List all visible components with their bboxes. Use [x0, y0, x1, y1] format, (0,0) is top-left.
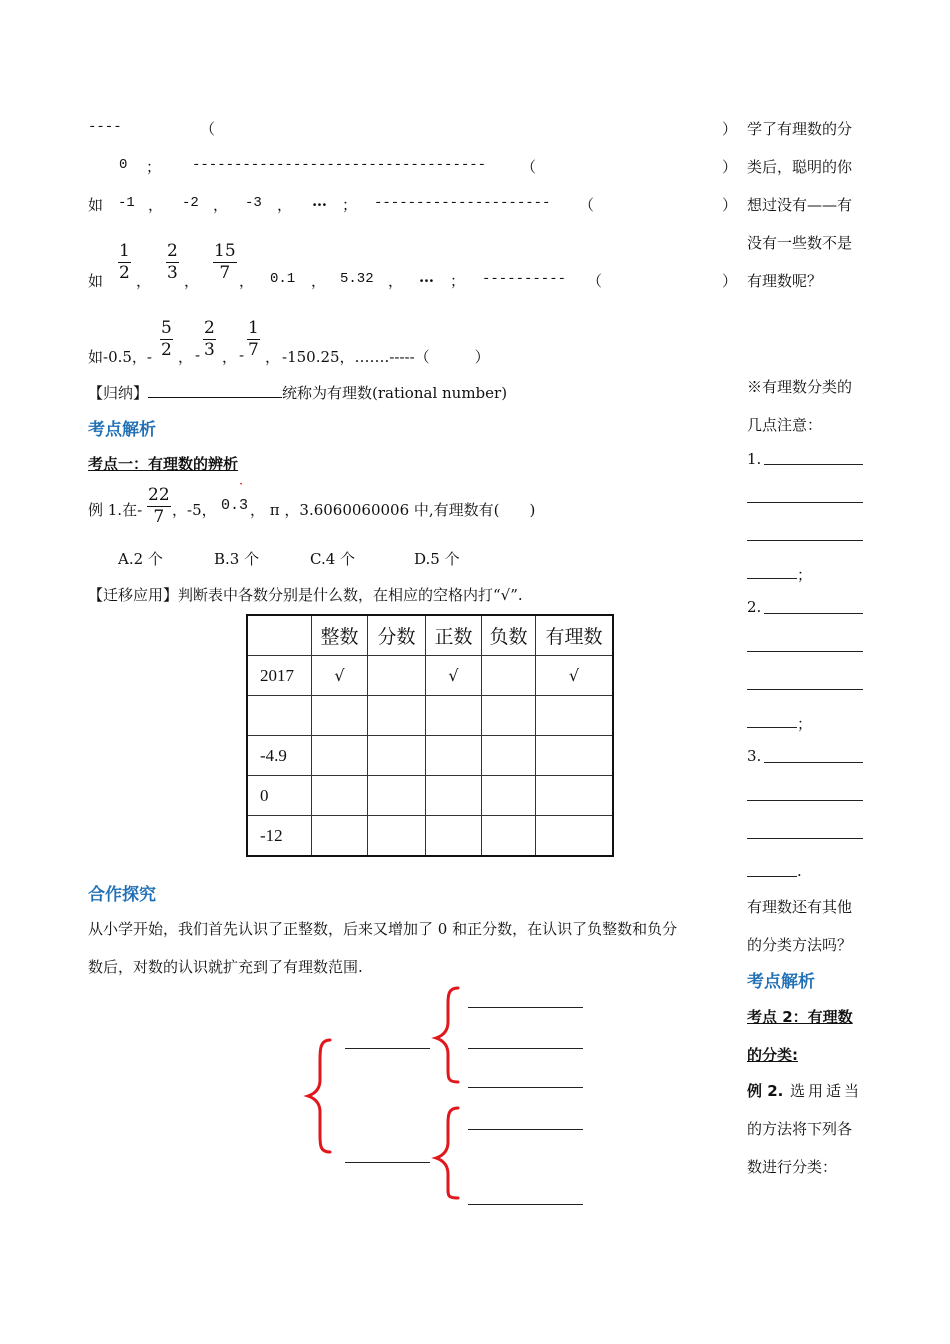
table-cell[interactable]: √: [536, 656, 614, 696]
table-cell[interactable]: [536, 776, 614, 816]
example2-text: 选用适当: [790, 1082, 863, 1100]
row-label: -12: [247, 816, 312, 857]
item-neg3: -3: [245, 195, 262, 211]
table-row: [247, 696, 613, 736]
row-label: 2017: [247, 656, 312, 696]
zero-value: 0: [119, 157, 128, 173]
note-blank: [747, 540, 863, 541]
sidebar-point-title: 考点 2：有理数: [747, 1008, 853, 1026]
fraction-1-2: $\frac{1}{2}$: [119, 241, 130, 283]
table-header-cell: 有理数: [536, 615, 614, 656]
note-title: ※有理数分类的: [747, 378, 853, 396]
cooperation-para-2: 数后，对数的认识就扩充到了有理数范围.: [88, 958, 363, 976]
paren-close-3: ）: [722, 196, 738, 214]
sidebar-question: 的分类方法吗？: [747, 936, 853, 954]
sidebar-intro: 想过没有——有: [747, 196, 853, 214]
table-cell[interactable]: [482, 776, 536, 816]
blank-line: [468, 1129, 583, 1130]
table-header-cell: 整数: [312, 615, 368, 656]
sidebar-intro: 有理数呢？: [747, 272, 823, 290]
note-number: 3.: [747, 747, 762, 765]
sidebar-intro: 学了有理数的分: [747, 120, 853, 138]
table-cell[interactable]: [312, 696, 368, 736]
point-one-title: 考点一：有理数的辨析: [88, 455, 239, 473]
paren-open-1: （: [200, 120, 216, 138]
fraction-1-7-neg: $\frac{1}{7}$: [248, 318, 259, 360]
comma: ，: [311, 272, 327, 290]
table-cell[interactable]: [536, 816, 614, 857]
comma: ，: [277, 196, 293, 214]
blank-line: [468, 1087, 583, 1088]
table-cell[interactable]: √: [312, 656, 368, 696]
note-blank: [747, 727, 797, 728]
table-cell[interactable]: [536, 696, 614, 736]
comma: ，: [265, 348, 281, 366]
table-header-cell: 正数: [426, 615, 482, 656]
table-cell[interactable]: [312, 736, 368, 776]
note-blank: [764, 613, 863, 614]
table-row: [247, 736, 613, 776]
table-cell[interactable]: [482, 696, 536, 736]
comma: ，: [184, 272, 200, 290]
line5-prefix: 如-0.5，-: [88, 348, 152, 366]
item-5-32: 5.32: [340, 271, 374, 287]
sep: ；: [342, 196, 358, 214]
comma: ，: [148, 196, 164, 214]
section-heading-2: 合作探究: [88, 885, 156, 905]
sep: ；: [450, 272, 466, 290]
table-cell[interactable]: [368, 696, 426, 736]
minus-sign: -: [239, 346, 245, 364]
sidebar-intro: 类后，聪明的你: [747, 158, 853, 176]
note-blank: [747, 578, 797, 579]
minus-sign: -: [195, 346, 201, 364]
note-end: .: [797, 862, 802, 880]
summary-text: 统称为有理数(rational number): [282, 384, 508, 402]
option-c: C.4 个: [310, 550, 356, 568]
lower-brace-icon: [436, 1108, 458, 1198]
note-blank: [747, 502, 863, 503]
paren-close-1: ）: [722, 120, 738, 138]
item-neg2: -2: [182, 195, 199, 211]
table-cell[interactable]: [368, 816, 426, 857]
row-label: 0: [247, 776, 312, 816]
table-cell[interactable]: √: [426, 656, 482, 696]
table-cell[interactable]: [482, 656, 536, 696]
note-end: ；: [797, 715, 813, 733]
table-cell[interactable]: [368, 656, 426, 696]
line5-tail: -150.25，…….-----（ ）: [282, 348, 490, 366]
cooperation-para-1: 从小学开始，我们首先认识了正整数，后来又增加了 0 和正分数，在认识了负整数和负分: [88, 920, 678, 938]
table-cell[interactable]: [536, 736, 614, 776]
summary-blank: [148, 383, 282, 398]
table-cell[interactable]: [312, 776, 368, 816]
table-row: [247, 816, 613, 857]
table-header-cell: 负数: [482, 615, 536, 656]
fraction-2-3-neg: $\frac{2}{3}$: [204, 318, 215, 360]
table-cell[interactable]: [368, 736, 426, 776]
dash-line-4: ----------: [482, 271, 567, 287]
table-header-row: [247, 615, 613, 656]
blank-line: [468, 1048, 583, 1049]
note-blank: [764, 464, 863, 465]
example1-mid2: ， π ，3.6060060006 中,有理数有( ): [250, 501, 536, 519]
comma: ，: [178, 348, 194, 366]
note-blank: [747, 838, 863, 839]
transfer-instruction: 【迁移应用】判断表中各数分别是什么数，在相应的空格内打“√”.: [88, 586, 523, 604]
note-title: 几点注意：: [747, 416, 823, 434]
option-d: D.5 个: [414, 550, 460, 568]
paren-close-4: ）: [722, 272, 738, 290]
table-cell[interactable]: [426, 736, 482, 776]
note-blank: [747, 651, 863, 652]
example2-text: 的方法将下列各: [747, 1120, 853, 1138]
comma: ，: [136, 272, 152, 290]
example2-label: 例 2.: [747, 1082, 784, 1100]
blank-line: [345, 1162, 430, 1163]
upper-brace-icon: [436, 988, 458, 1082]
table-cell[interactable]: [426, 816, 482, 857]
table-row: [247, 656, 613, 696]
sep-2: ；: [146, 158, 162, 176]
sidebar-point-title: 的分类:: [747, 1046, 798, 1064]
table-row: [247, 776, 613, 816]
blank-line: [468, 1204, 583, 1205]
item-0-1: 0.1: [270, 271, 296, 287]
fraction-15-7: $\frac{15}{7}$: [214, 241, 236, 283]
table-cell[interactable]: [482, 816, 536, 857]
dash-line-2: -----------------------------------: [192, 157, 487, 173]
repeating-dot-icon: ·: [239, 477, 244, 492]
section-heading-1: 考点解析: [88, 420, 156, 440]
comma: ，: [388, 272, 404, 290]
table-cell[interactable]: [312, 816, 368, 857]
repeating-decimal: 0.3: [221, 497, 249, 514]
note-blank: [747, 876, 797, 877]
dash-line-3: ---------------------: [374, 195, 551, 211]
note-blank: [747, 800, 863, 801]
blank-line: [345, 1048, 430, 1049]
note-number: 2.: [747, 598, 762, 616]
paren-open-2: （: [521, 158, 537, 176]
blank-line: [468, 1007, 583, 1008]
row-label: [247, 696, 312, 736]
table-cell[interactable]: [482, 736, 536, 776]
paren-close-2: ）: [722, 158, 738, 176]
comma: ，: [222, 348, 238, 366]
comma: ，: [239, 272, 255, 290]
sidebar-heading: 考点解析: [747, 972, 815, 992]
table-header-cell: [247, 615, 312, 656]
note-number: 1.: [747, 450, 762, 468]
paren-open-4: （: [587, 272, 603, 290]
example2-text: 数进行分类：: [747, 1158, 838, 1176]
option-a: A.2 个: [118, 550, 163, 568]
line3-prefix: 如: [88, 196, 104, 214]
fraction-2-3: $\frac{2}{3}$: [167, 241, 178, 283]
example1-mid1: ，-5，: [172, 501, 217, 519]
note-end: ；: [797, 566, 813, 584]
row-label: -4.9: [247, 736, 312, 776]
example1-prefix: 例 1.在-: [88, 501, 143, 519]
line4-prefix: 如: [88, 272, 104, 290]
classification-braces-diagram: [300, 980, 600, 1210]
summary-line: [88, 382, 507, 403]
table-header-cell: 分数: [368, 615, 426, 656]
note-blank: [764, 762, 863, 763]
big-brace-icon: [308, 1040, 330, 1152]
dash-line-1: ----: [88, 119, 122, 135]
comma: ，: [213, 196, 229, 214]
sidebar-intro: 没有一些数不是: [747, 234, 853, 252]
ellipsis: …: [312, 192, 327, 210]
paren-open-3: （: [579, 196, 595, 214]
table-cell[interactable]: [426, 696, 482, 736]
option-b: B.3 个: [214, 550, 260, 568]
sidebar-question: 有理数还有其他: [747, 898, 853, 916]
number-type-table: [246, 614, 614, 857]
fraction-5-2: $\frac{5}{2}$: [161, 318, 172, 360]
ellipsis: …: [419, 268, 434, 286]
table-cell[interactable]: [368, 776, 426, 816]
item-neg1: -1: [118, 195, 135, 211]
note-blank: [747, 689, 863, 690]
summary-label: 【归纳】: [88, 384, 149, 402]
fraction-22-7: $\frac{22}{7}$: [148, 485, 170, 527]
table-cell[interactable]: [426, 776, 482, 816]
